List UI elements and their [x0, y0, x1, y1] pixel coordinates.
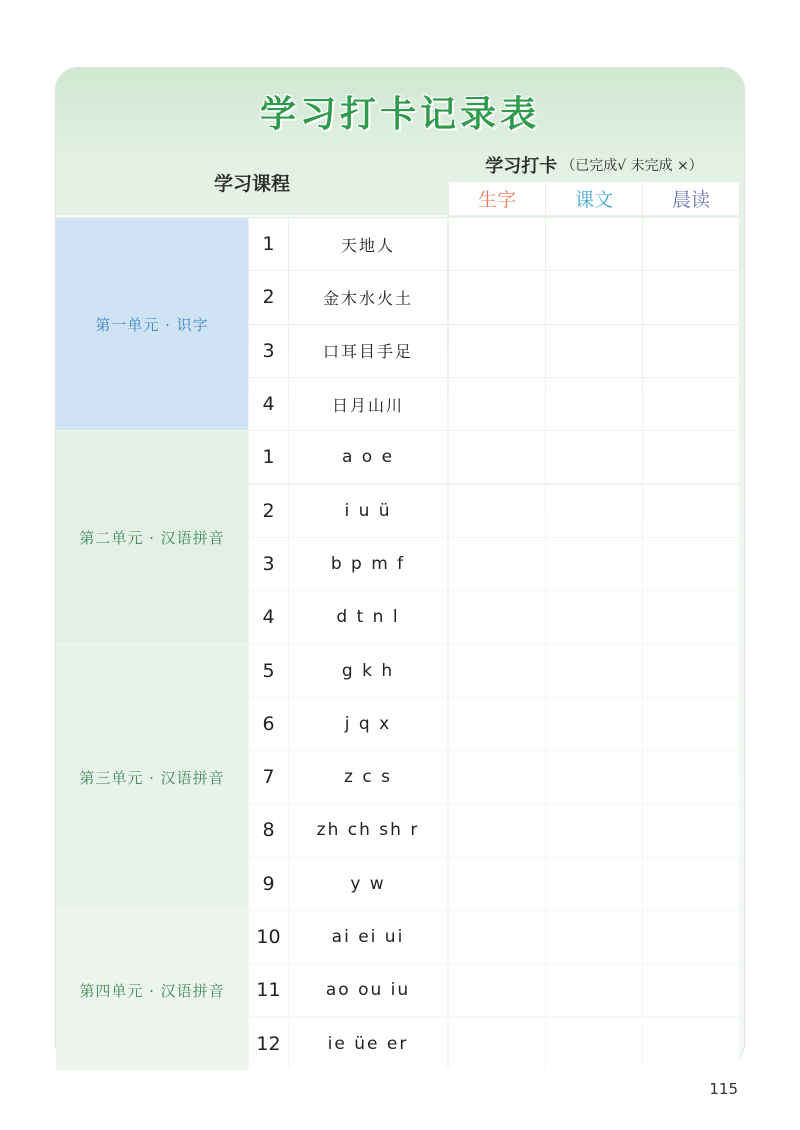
- column-header-text: 课文: [546, 182, 642, 215]
- unit-label: 第三单元 · 汉语拼音: [56, 644, 248, 910]
- lesson-number: 8: [249, 804, 288, 856]
- checkbox-cell-new-words[interactable]: [449, 644, 545, 696]
- checkbox-cell-text[interactable]: [546, 804, 642, 856]
- checkbox-cell-text[interactable]: [546, 218, 642, 270]
- checkbox-cell-text[interactable]: [546, 431, 642, 483]
- column-header-morning-reading: 晨读: [643, 182, 739, 215]
- unit-label: 第四单元 · 汉语拼音: [56, 911, 248, 1070]
- checkbox-cell-new-words[interactable]: [449, 804, 545, 856]
- checkbox-cell-new-words[interactable]: [449, 858, 545, 910]
- checkbox-cell-morning-reading[interactable]: [643, 644, 739, 696]
- unit-label: 第二单元 · 汉语拼音: [56, 431, 248, 643]
- lesson-title: 日月山川: [289, 378, 447, 430]
- checkbox-cell-text[interactable]: [546, 858, 642, 910]
- checkbox-cell-morning-reading[interactable]: [643, 698, 739, 750]
- checkbox-cell-text[interactable]: [546, 378, 642, 430]
- checkbox-cell-morning-reading[interactable]: [643, 911, 739, 963]
- checkbox-cell-morning-reading[interactable]: [643, 325, 739, 377]
- checkbox-cell-morning-reading[interactable]: [643, 485, 739, 537]
- lesson-title: ie üe er: [289, 1018, 447, 1070]
- lesson-title: g k h: [289, 644, 447, 696]
- lesson-number: 11: [249, 964, 288, 1016]
- checkbox-cell-text[interactable]: [546, 1018, 642, 1070]
- page-title: 学习打卡记录表: [259, 94, 540, 135]
- lesson-title: b p m f: [289, 538, 447, 590]
- checkbox-cell-morning-reading[interactable]: [643, 431, 739, 483]
- checkbox-cell-morning-reading[interactable]: [643, 591, 739, 643]
- lesson-title: y w: [289, 858, 447, 910]
- lesson-number: 1: [249, 218, 288, 270]
- checkbox-cell-new-words[interactable]: [449, 964, 545, 1016]
- checkin-header: [448, 150, 740, 180]
- checkbox-cell-new-words[interactable]: [449, 698, 545, 750]
- lesson-number: 4: [249, 378, 288, 430]
- lesson-title: ao ou iu: [289, 964, 447, 1016]
- checkbox-cell-text[interactable]: [546, 751, 642, 803]
- checkbox-cell-new-words[interactable]: [449, 591, 545, 643]
- lesson-title: d t n l: [289, 591, 447, 643]
- lesson-title: j q x: [289, 698, 447, 750]
- checkbox-cell-morning-reading[interactable]: [643, 218, 739, 270]
- lesson-title: 金木水火土: [289, 271, 447, 323]
- checkbox-cell-text[interactable]: [546, 964, 642, 1016]
- lesson-number: 3: [249, 538, 288, 590]
- course-header: 学习课程: [56, 150, 448, 217]
- lesson-title: ai ei ui: [289, 911, 447, 963]
- lesson-title: zh ch sh r: [289, 804, 447, 856]
- checkin-header-label: 学习打卡: [485, 156, 558, 177]
- checkbox-cell-text[interactable]: [546, 325, 642, 377]
- lesson-number: 9: [249, 858, 288, 910]
- checkbox-cell-new-words[interactable]: [449, 378, 545, 430]
- checkbox-cell-text[interactable]: [546, 644, 642, 696]
- lesson-number: 6: [249, 698, 288, 750]
- checkbox-cell-text[interactable]: [546, 538, 642, 590]
- checkbox-cell-morning-reading[interactable]: [643, 804, 739, 856]
- checkbox-cell-new-words[interactable]: [449, 538, 545, 590]
- lesson-number: 2: [249, 485, 288, 537]
- lesson-number: 1: [249, 431, 288, 483]
- checkbox-cell-morning-reading[interactable]: [643, 378, 739, 430]
- checkbox-cell-new-words[interactable]: [449, 218, 545, 270]
- lesson-title: z c s: [289, 751, 447, 803]
- lesson-title: 天地人: [289, 218, 447, 270]
- checkbox-cell-new-words[interactable]: [449, 485, 545, 537]
- lesson-number: 3: [249, 325, 288, 377]
- checkbox-cell-new-words[interactable]: [449, 751, 545, 803]
- checkbox-cell-new-words[interactable]: [449, 911, 545, 963]
- checkbox-cell-morning-reading[interactable]: [643, 538, 739, 590]
- checkbox-cell-new-words[interactable]: [449, 431, 545, 483]
- checkbox-cell-new-words[interactable]: [449, 271, 545, 323]
- checkbox-cell-morning-reading[interactable]: [643, 1018, 739, 1070]
- checkbox-cell-text[interactable]: [546, 591, 642, 643]
- checkbox-cell-new-words[interactable]: [449, 325, 545, 377]
- lesson-title: 口耳目手足: [289, 325, 447, 377]
- checkbox-cell-text[interactable]: [546, 485, 642, 537]
- lesson-title: a o e: [289, 431, 447, 483]
- checkin-header-note: （已完成√ 未完成 ×）: [561, 158, 703, 174]
- lesson-number: 10: [249, 911, 288, 963]
- column-header-new-words: 生字: [449, 182, 545, 215]
- lesson-number: 5: [249, 644, 288, 696]
- checkbox-cell-morning-reading[interactable]: [643, 964, 739, 1016]
- lesson-title: i u ü: [289, 485, 447, 537]
- lesson-number: 7: [249, 751, 288, 803]
- checkbox-cell-morning-reading[interactable]: [643, 751, 739, 803]
- unit-label: 第一单元 · 识字: [56, 218, 248, 430]
- checkbox-cell-morning-reading[interactable]: [643, 858, 739, 910]
- checkbox-cell-text[interactable]: [546, 698, 642, 750]
- checkin-card: [56, 68, 744, 1066]
- checkbox-cell-text[interactable]: [546, 911, 642, 963]
- lesson-number: 2: [249, 271, 288, 323]
- lesson-number: 12: [249, 1018, 288, 1070]
- page-number: 115: [709, 1080, 738, 1098]
- checkbox-cell-new-words[interactable]: [449, 1018, 545, 1070]
- lesson-number: 4: [249, 591, 288, 643]
- checkbox-cell-text[interactable]: [546, 271, 642, 323]
- checkbox-cell-morning-reading[interactable]: [643, 271, 739, 323]
